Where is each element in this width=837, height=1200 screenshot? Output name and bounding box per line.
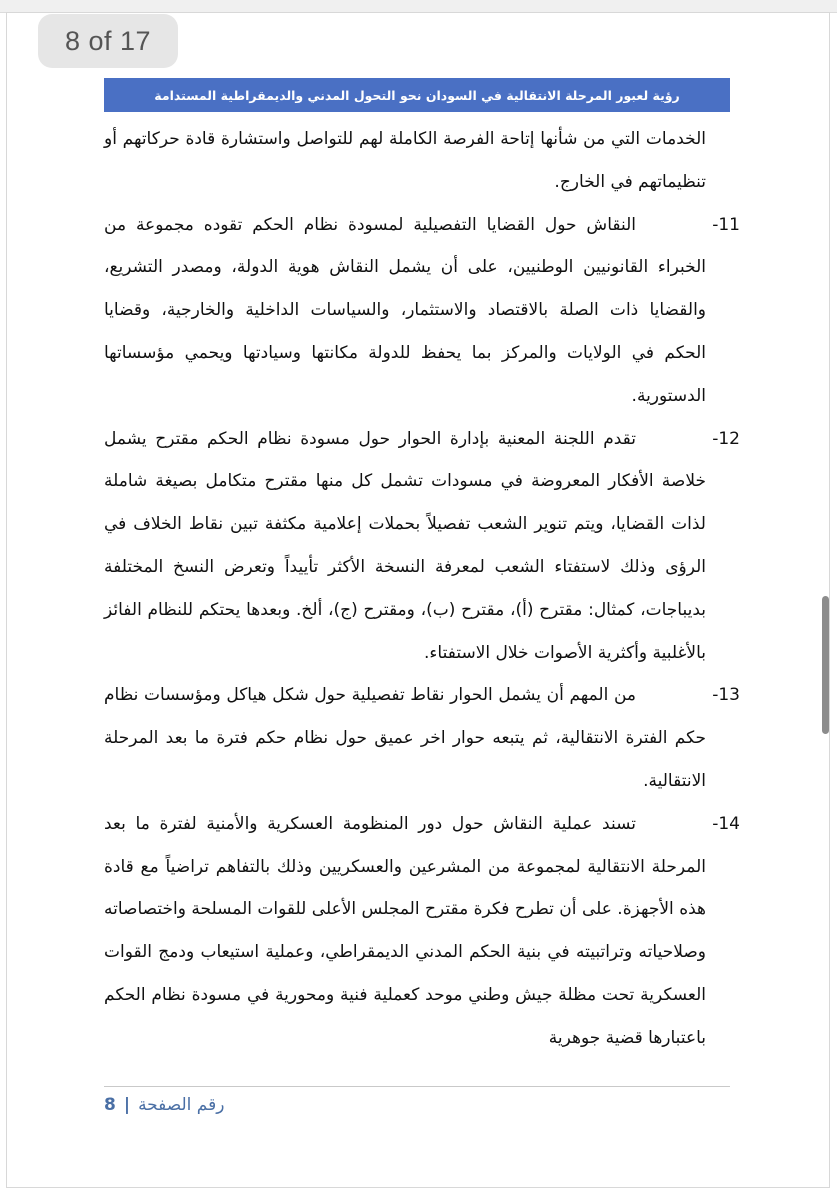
page-counter-badge: 8 of 17 <box>38 14 178 68</box>
footer-label: رقم الصفحة <box>138 1095 225 1115</box>
list-item <box>104 418 740 675</box>
list-item <box>104 803 740 1060</box>
footer-divider <box>104 1086 730 1087</box>
footer-separator: | <box>123 1095 131 1115</box>
item-number: -12 <box>712 428 740 449</box>
item-text: تقدم اللجنة المعنية بإدارة الحوار حول مسودة نظام الحكم مقترح يشمل خلاصة الأفكار المعروضة في مسودات تشمل كل منها مقترح متكامل بصيغة شاملة لذات القضايا، ويتم تنوير الشعب تفصيلاً بحملات إعلامية مكثفة تبين نقاط الخلاف في الرؤى وذلك لاستفتاء الشعب لمعرفة النسخة الأكثر تأييداً وتعرض النسخ المختلفة بديباجات، كمثال: مقترح (أ)، مقترح (ب)، ومقترح (ج)، ألخ. وبعدها يحتكم للنظام الفائز بالأغلبية وأكثرية الأصوات خلال الاستفتاء. <box>104 428 706 663</box>
footer-page-number: 8 <box>104 1095 116 1115</box>
list-item <box>104 204 740 418</box>
item-text: تسند عملية النقاش حول دور المنظومة العسكرية والأمنية لفترة ما بعد المرحلة الانتقالية لمجموعة من المشرعين والعسكريين وذلك بالتفاهم تراضياً مع قادة هذه الأجهزة. على أن تطرح فكرة مقترح المجلس الأعلى للقوات المسلحة واختصاصاته وصلاحياته وتراتبيته في بنية الحكم المدني الديمقراطي، وعملية استيعاب ودمج القوات العسكرية تحت مظلة جيش وطني موحد كعملية فنية ومحورية في مسودة نظام الحكم باعتبارها قضية جوهرية <box>104 813 706 1048</box>
item-text: النقاش حول القضايا التفصيلية لمسودة نظام الحكم تقوده مجموعة من الخبراء القانونيين الوطنيين، على أن يشمل النقاش هوية الدولة، ومصدر التشريع، والقضايا ذات الصلة بالاقتصاد والاستثمار، والسياسات الداخلية والخارجية، وقضايا الحكم في الولايات والمركز بما يحفظ للدولة مكانتها وسيادتها ويحمي مؤسساتها الدستورية. <box>104 214 706 406</box>
page-footer <box>104 1090 224 1120</box>
item-text: من المهم أن يشمل الحوار نقاط تفصيلية حول شكل هياكل ومؤسسات نظام حكم الفترة الانتقالية، ثم يتبعه حوار اخر عميق حول نظام حكم فترة ما بعد المرحلة الانتقالية. <box>104 685 706 791</box>
intro-paragraph: الخدمات التي من شأنها إتاحة الفرصة الكاملة لهم للتواصل واستشارة قادة حركاتهم أو تنظيماتهم في الخارج. <box>104 129 706 192</box>
document-header-banner: رؤية لعبور المرحلة الانتقالية في السودان نحو التحول المدني والديمقراطية المستدامة <box>104 78 730 112</box>
document-body <box>104 118 740 1060</box>
list-item <box>104 674 740 802</box>
item-number: -14 <box>712 813 740 834</box>
scrollbar-thumb[interactable] <box>822 596 829 734</box>
item-number: -13 <box>712 685 740 706</box>
item-number: -11 <box>712 214 740 235</box>
